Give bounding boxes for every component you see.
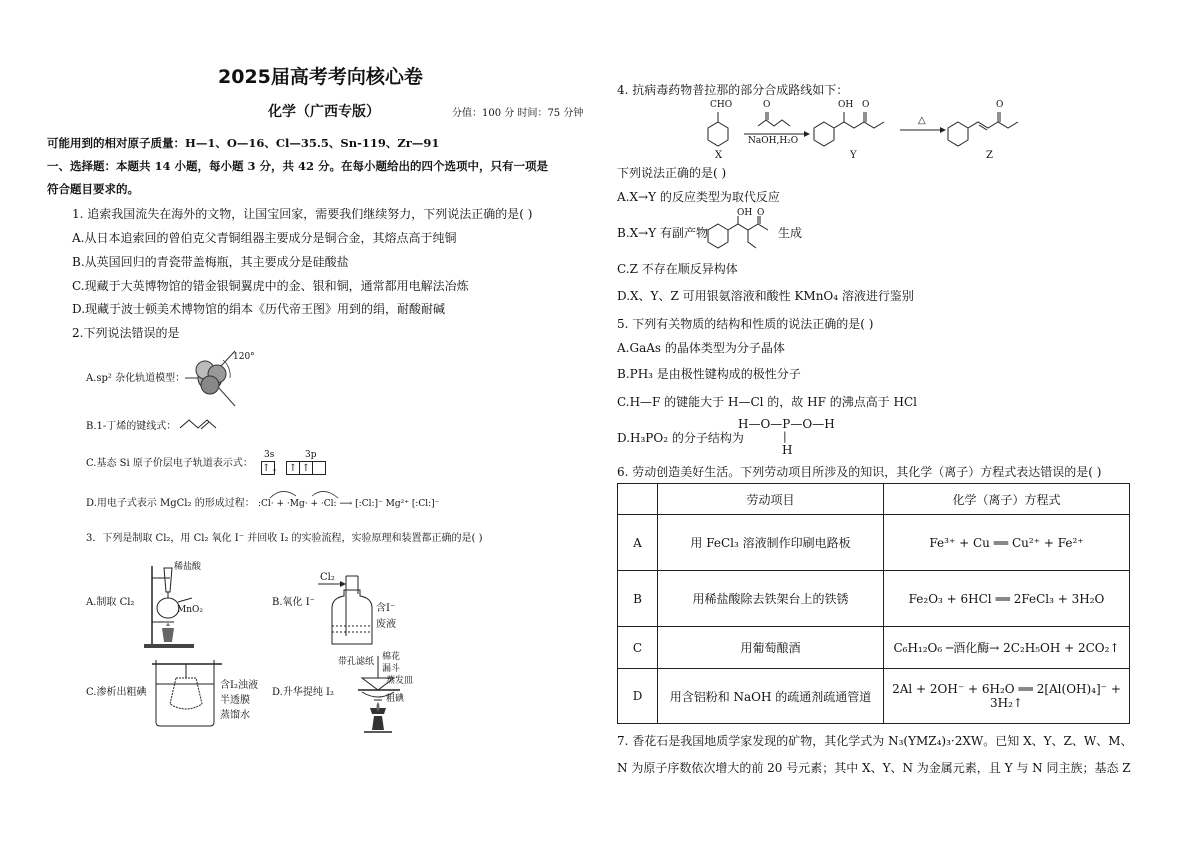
q6-item: 用稀盐酸除去铁架台上的铁锈 (658, 571, 884, 627)
q4-option-d: D.X、Y、Z 可用银氨溶液和酸性 KMnO₄ 溶液进行鉴别 (617, 289, 914, 303)
q6-option: B (618, 571, 658, 627)
q6-item: 用 FeCl₃ 溶液制作印刷电路板 (658, 515, 884, 571)
q6-item: 用葡萄酿酒 (658, 627, 884, 669)
q4-stem: 4. 抗病毒药物普拉那的部分合成路线如下： (617, 83, 849, 97)
b-cl2-label: Cl₂ (320, 572, 335, 583)
q3-option-a: A.制取 Cl₂ (86, 597, 135, 608)
mgcl2-electron-formula: :Cl· + ·Mg· + ·Cl: ⟶ [:Cl:]⁻ Mg²⁺ [:Cl:]⁻ (258, 499, 440, 509)
synthesis-route-diagram (700, 100, 1100, 162)
q6-header-row (618, 484, 1130, 515)
table-row (618, 571, 1130, 627)
byproduct-o: O (757, 208, 765, 218)
q4-option-b-prefix: B.X→Y 有副产物 (617, 226, 708, 240)
d-label-crude-iodine: 粗碘 (386, 694, 405, 704)
x-cho-label: CHO (710, 100, 733, 110)
exam-title: 2025届高考考向核心卷 (218, 66, 423, 88)
q3-stem: 3．下列是制取 Cl₂，用 Cl₂ 氧化 I⁻ 并回收 I₂ 的实验流程，实验原理和装置都正确的是( ) (86, 533, 483, 544)
byproduct-oh: OH (737, 208, 753, 218)
q4-prompt: 下列说法正确的是( ) (617, 166, 727, 180)
q6-stem: 6. 劳动创造美好生活。下列劳动项目所涉及的知识，其化学（离子）方程式表达错误的是( ) (617, 465, 1102, 479)
q5-option-c: C.H—F 的键能大于 H—Cl 的，故 HF 的沸点高于 HCl (617, 395, 918, 409)
h3po2-structure: H—O—P—O—H (738, 417, 835, 431)
exam-subject: 化学（广西专版） (268, 104, 380, 120)
dialysis-apparatus (152, 656, 224, 728)
delta-label: △ (918, 115, 926, 126)
d-label-filter-paper: 带孔滤纸 (338, 657, 375, 667)
c-label-water: 蒸馏水 (220, 710, 250, 721)
b-label-waste: 废液 (376, 619, 396, 630)
q5-option-b: B.PH₃ 是由极性键构成的极性分子 (617, 367, 801, 381)
orbital-3p-label: 3p (305, 450, 317, 460)
reagent-ketone-o: O (763, 100, 771, 110)
compound-z-label: Z (986, 150, 993, 161)
compound-y-label: Y (850, 150, 857, 161)
q6-item: 用含铝粉和 NaOH 的疏通剂疏通管道 (658, 669, 884, 724)
q2-stem: 2.下列说法错误的是 (72, 326, 180, 340)
q6-equation: Fe₂O₃ + 6HCl ══ 2FeCl₃ + 3H₂O (884, 571, 1130, 627)
atomic-masses: 可能用到的相对原子质量：H—1、O—16、Cl—35.5、Sn-119、Zr—91 (47, 136, 440, 150)
score-time: 分值：100 分 时间：75 分钟 (452, 108, 584, 119)
table-row (618, 669, 1130, 724)
q6-equation: 2Al + 2OH⁻ + 6H₂O ══ 2[Al(OH)₄]⁻ + 3H₂↑ (884, 669, 1130, 724)
q6-option: A (618, 515, 658, 571)
q1-option-d: D.现藏于波士顿美术博物馆的绢本《历代帝王图》用到的绢，耐酸耐碱 (72, 302, 446, 316)
q1-option-a: A.从日本追索回的曾伯克父青铜组器主要成分是铜合金，其熔点高于纯铜 (72, 231, 457, 245)
q6-header-item: 劳动项目 (658, 484, 884, 515)
q5-option-a: A.GaAs 的晶体类型为分子晶体 (617, 341, 785, 355)
electron-transfer-arrows (262, 488, 362, 500)
dilute-hcl-label: 稀盐酸 (174, 562, 202, 572)
q4-option-a: A.X→Y 的反应类型为取代反应 (617, 190, 780, 204)
q1-option-c: C.现藏于大英博物馆的错金银铜翼虎中的金、银和铜，通常都用电解法冶炼 (72, 279, 469, 293)
q6-header-option (618, 484, 658, 515)
orbital-3p-boxes: ↑ ↑ (286, 460, 325, 475)
q2-option-d: D.用电子式表示 MgCl₂ 的形成过程： (86, 498, 255, 509)
q6-table (617, 483, 1130, 724)
compound-x-label: X (715, 150, 723, 161)
q5-option-d: D.H₃PO₂ 的分子结构为 (617, 431, 744, 445)
q3-option-d: D.升华提纯 I₂ (272, 687, 334, 698)
q4-option-c: C.Z 不存在顺反异构体 (617, 262, 738, 276)
z-o-label: O (996, 100, 1004, 110)
q7-line-2: N 为原子序数依次增大的前 20 号元素；其中 X、Y、N 为金属元素，且 Y 与 N 同主族；基态 Z (617, 761, 1131, 775)
d-label-funnel: 漏斗 (382, 664, 401, 674)
q7-line-1: 7. 香花石是我国地质学家发现的矿物，其化学式为 N₃(YMZ₄)₃·2XW。已知 X、Y、Z、W、M、 (617, 734, 1133, 748)
q2-option-c: C.基态 Si 原子价层电子轨道表示式： (86, 458, 253, 469)
1-butene-skeletal (180, 417, 220, 431)
c-label-membrane: 半透膜 (220, 695, 250, 706)
p-h-bond: | (783, 430, 787, 443)
c-label-suspension: 含I₂浊液 (220, 680, 258, 691)
q3-option-b: B.氧化 I⁻ (272, 597, 315, 608)
q1-stem: 1. 追索我国流失在海外的文物，让国宝回家，需要我们继续努力，下列说法正确的是( ) (72, 207, 533, 221)
table-row (618, 627, 1130, 669)
q6-header-equation: 化学（离子）方程式 (884, 484, 1130, 515)
table-row (618, 515, 1130, 571)
q4-option-b-suffix: 生成 (778, 226, 803, 240)
orbital-3s-label: 3s (264, 450, 275, 460)
section-instruction-2: 符合题目要求的。 (47, 182, 139, 196)
q1-option-b: B.从英国回归的青瓷带盖梅瓶，其主要成分是硅酸盐 (72, 255, 349, 269)
d-label-dish: 蒸发皿 (386, 676, 414, 686)
mno2-label: MnO₂ (177, 605, 203, 615)
q6-option: C (618, 627, 658, 669)
section-instruction-1: 一、选择题：本题共 14 小题，每小题 3 分，共 42 分。在每小题给出的四个选项中，只有一项是 (47, 159, 549, 173)
q5-stem: 5. 下列有关物质的结构和性质的说法正确的是( ) (617, 317, 874, 331)
reagent-label: NaOH,H₂O (748, 136, 799, 146)
q2-option-b: B.1-丁烯的键线式： (86, 421, 177, 432)
h3po2-bottom-h: H (782, 443, 793, 457)
y-o-label: O (862, 100, 870, 110)
sublimation-apparatus (348, 656, 414, 736)
b-label-iodide: 含I⁻ (376, 603, 396, 614)
sp2-angle-label: 120° (233, 352, 255, 362)
q6-option: D (618, 669, 658, 724)
q6-equation: C₆H₁₂O₆ ─酒化酶→ 2C₂H₅OH + 2CO₂↑ (884, 627, 1130, 669)
orbital-3s-box: ↑↓ (262, 462, 279, 474)
d-label-cotton: 棉花 (382, 652, 401, 662)
q2-option-a: A.sp² 杂化轨道模型： (86, 373, 186, 384)
q3-option-c: C.渗析出粗碘 (86, 687, 147, 698)
y-oh-label: OH (838, 100, 854, 110)
q6-equation: Fe³⁺ + Cu ══ Cu²⁺ + Fe²⁺ (884, 515, 1130, 571)
